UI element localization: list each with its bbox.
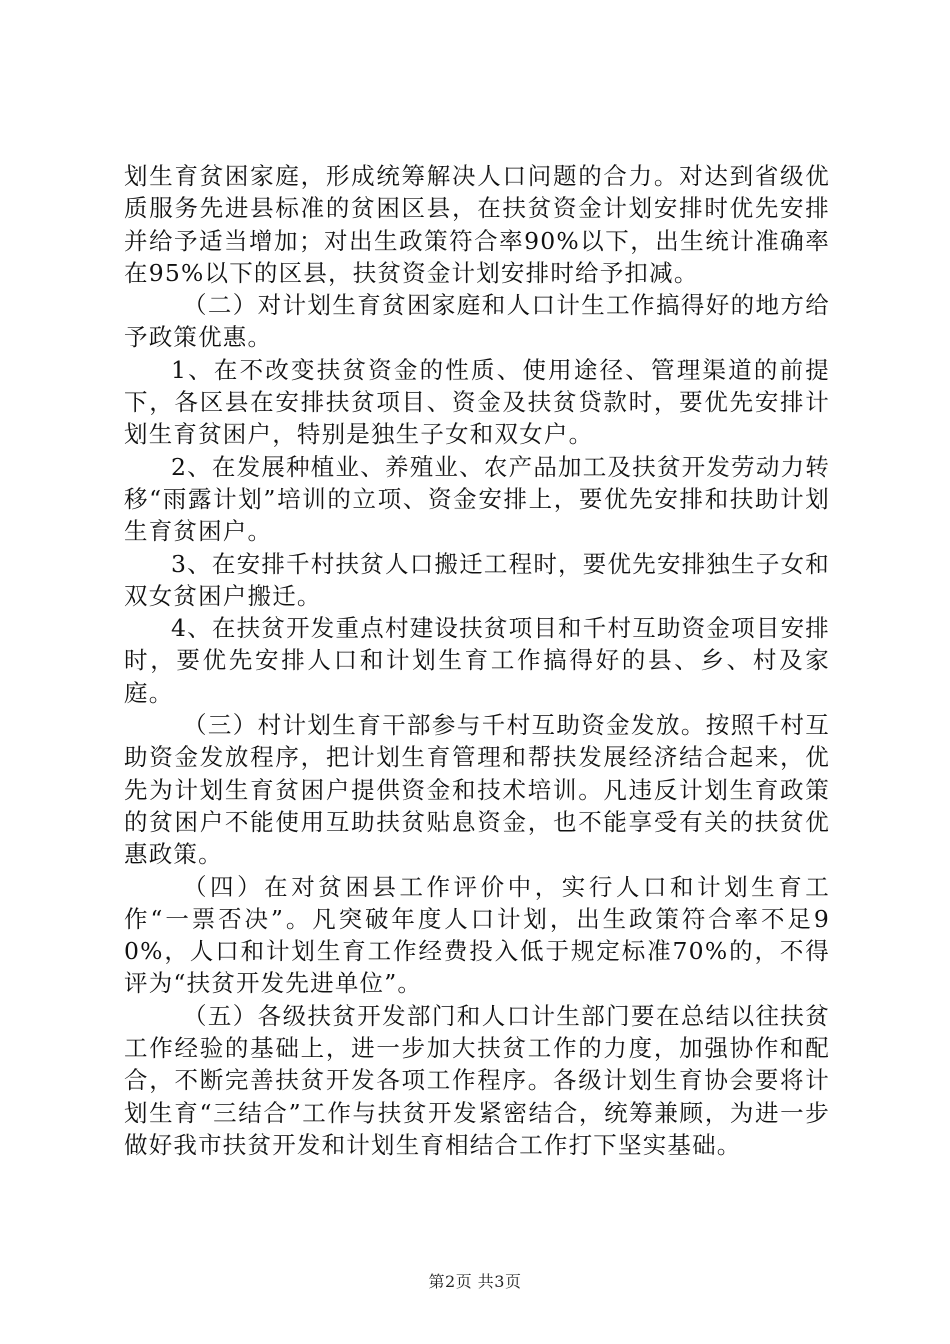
paragraph-section-4: （四）在对贫困县工作评价中，实行人口和计划生育工作“一票否决”。凡突破年度人口计划，出生政策符合率不足90%，人口和计划生育工作经费投入低于规定标准70%的，不得评为“扶贫开发先进单位”。: [124, 872, 830, 998]
paragraph-section-3: （三）村计划生育干部参与千村互助资金发放。按照千村互助资金发放程序，把计划生育管理和帮扶发展经济结合起来，优先为计划生育贫困户提供资金和技术培训。凡违反计划生育政策的贫困户不能使用互助扶贫贴息资金，也不能享受有关的扶贫优惠政策。: [124, 711, 830, 869]
page-number-footer: 第2页 共3页: [428, 1272, 522, 1291]
paragraph-section-5: （五）各级扶贫开发部门和人口计生部门要在总结以往扶贫工作经验的基础上，进一步加大扶贫工作的力度，加强协作和配合，不断完善扶贫开发各项工作程序。各级计划生育协会要将计划生育“三结合”工作与扶贫开发紧密结合，统筹兼顾，为进一步做好我市扶贫开发和计划生育相结合工作打下坚实基础。: [124, 1001, 830, 1159]
paragraph-continuation: 划生育贫困家庭，形成统筹解决人口问题的合力。对达到省级优质服务先进县标准的贫困区县，在扶贫资金计划安排时优先安排并给予适当增加；对出生政策符合率90%以下，出生统计准确率在95%以下的区县，扶贫资金计划安排时给予扣减。: [124, 162, 830, 287]
paragraph-item-1: 1、在不改变扶贫资金的性质、使用途径、管理渠道的前提下，各区县在安排扶贫项目、资金及扶贫贷款时，要优先安排计划生育贫困户，特别是独生子女和双女户。: [124, 355, 830, 449]
paragraph-item-4: 4、在扶贫开发重点村建设扶贫项目和千村互助资金项目安排时，要优先安排人口和计划生育工作搞得好的县、乡、村及家庭。: [124, 614, 830, 707]
document-body: [124, 160, 830, 1161]
paragraph-item-2: 2、在发展种植业、养殖业、农产品加工及扶贫开发劳动力转移“雨露计划”培训的立项、资金安排上，要优先安排和扶助计划生育贫困户。: [124, 452, 830, 546]
paragraph-section-2: （二）对计划生育贫困家庭和人口计生工作搞得好的地方给予政策优惠。: [124, 291, 830, 352]
paragraph-item-3: 3、在安排千村扶贫人口搬迁工程时，要优先安排独生子女和双女贫困户搬迁。: [124, 549, 830, 610]
